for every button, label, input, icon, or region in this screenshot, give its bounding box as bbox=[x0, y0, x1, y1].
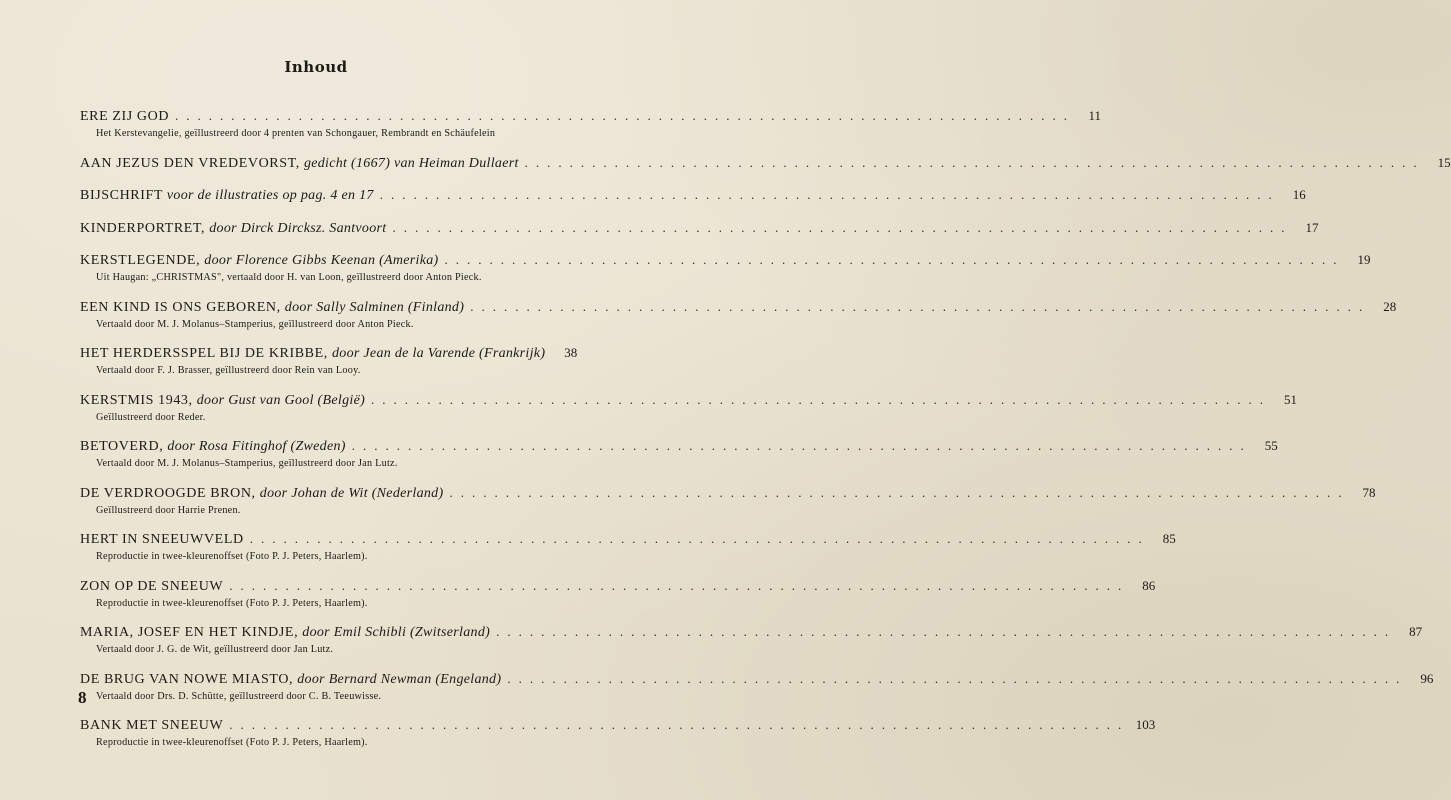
page-number-folio: 8 bbox=[78, 688, 87, 707]
toc-entry-title bbox=[80, 393, 365, 409]
dot-leader: ................................................................................ bbox=[175, 108, 1076, 123]
toc-entry-author: door Dirck Dircksz. Santvoort bbox=[209, 220, 387, 236]
toc-entry-title bbox=[80, 486, 443, 502]
toc-entry-title bbox=[80, 579, 223, 595]
toc-entry-line bbox=[80, 219, 1319, 237]
toc-entry-subtitle: Reproductie in twee-kleurenoffset (Foto P. J. Peters, Haarlem). bbox=[96, 597, 368, 609]
toc-entry-line bbox=[80, 391, 1298, 409]
toc-entry-subtitle: Vertaald door J. G. de Wit, geïllustreerd door Jan Lutz. bbox=[96, 644, 334, 655]
dot-leader: ................................................................................ bbox=[470, 298, 1371, 314]
toc-entry-page: 16 bbox=[1292, 187, 1306, 202]
toc-entry-title-main: BIJSCHRIFT bbox=[80, 188, 163, 203]
toc-entry-author: door Rosa Fitinghof (Zweden) bbox=[167, 439, 346, 454]
toc-entry-line bbox=[80, 717, 1156, 734]
toc-entry-line bbox=[80, 484, 1376, 502]
toc-entry bbox=[80, 577, 1156, 609]
toc-entry-title-main: ZON OP DE SNEEUW bbox=[80, 578, 224, 594]
toc-entry-title-main: ERE ZIJ GOD bbox=[80, 109, 170, 124]
toc-entry bbox=[80, 438, 1278, 469]
toc-entry-title bbox=[80, 439, 346, 455]
toc-entry-page: 86 bbox=[1142, 577, 1156, 593]
toc-entry-author: door Florence Gibbs Keenan (Amerika) bbox=[204, 253, 439, 268]
toc-entry bbox=[80, 154, 1451, 172]
toc-entry-author: door Johan de Wit (Nederland) bbox=[259, 485, 444, 501]
toc-entry-page: 28 bbox=[1383, 298, 1397, 314]
toc-entry-title-main: AAN JEZUS DEN VREDEVORST, bbox=[80, 155, 300, 171]
toc-entry-line bbox=[80, 345, 578, 362]
toc-entry-line bbox=[80, 154, 1451, 172]
toc-entry-title bbox=[80, 532, 244, 548]
toc-entry-page: 19 bbox=[1357, 252, 1371, 267]
toc-entry bbox=[80, 298, 1397, 330]
toc-entry-title-main: DE BRUG VAN NOWE MIASTO, bbox=[80, 671, 294, 687]
toc-entry bbox=[80, 252, 1371, 283]
toc-entry-subtitle: Uit Haugan: „CHRISTMAS", vertaald door H. van Loon, geïllustreerd door Anton Pieck. bbox=[96, 272, 482, 283]
toc-entry-title bbox=[80, 188, 374, 204]
toc-entry-page: 15 bbox=[1437, 154, 1451, 170]
toc-entry-line bbox=[80, 187, 1306, 204]
toc-entry-subtitle: Vertaald door Drs. D. Schütte, geïllustreerd door C. B. Teeuwisse. bbox=[96, 690, 382, 702]
dot-leader: ................................................................................ bbox=[524, 154, 1425, 170]
toc-entry bbox=[80, 717, 1156, 748]
toc-entry-subtitle: Vertaald door M. J. Molanus–Stamperius, geïllustreerd door Jan Lutz. bbox=[96, 458, 398, 469]
toc-entry-subtitle: Geïllustreerd door Reder. bbox=[96, 411, 206, 423]
toc-entry-page: 87 bbox=[1409, 624, 1423, 639]
toc-entry-line bbox=[80, 531, 1176, 548]
dot-leader: ................................................................................ bbox=[496, 624, 1397, 639]
toc-entry-page: 96 bbox=[1420, 670, 1434, 686]
dot-leader: ................................................................................ bbox=[449, 484, 1350, 500]
toc-entry bbox=[80, 187, 1306, 204]
page-title: Inhoud bbox=[284, 58, 348, 76]
toc-entry-line bbox=[80, 298, 1397, 316]
toc-entry-page: 103 bbox=[1135, 717, 1156, 732]
toc-entry-line bbox=[80, 624, 1423, 641]
dot-leader: ................................................................................ bbox=[507, 670, 1408, 686]
toc-entry-author: door Emil Schibli (Zwitserland) bbox=[302, 625, 491, 640]
toc-entry-title bbox=[80, 672, 501, 688]
toc-entry-author: door Jean de la Varende (Frankrijk) bbox=[331, 346, 546, 361]
toc-entry-title-main: EEN KIND IS ONS GEBOREN, bbox=[80, 299, 281, 315]
dot-leader: ................................................................................ bbox=[249, 531, 1150, 546]
toc-entry-subtitle: Geïllustreerd door Harrie Prenen. bbox=[96, 504, 241, 516]
toc-entry-title bbox=[80, 625, 490, 641]
toc-entry-line bbox=[80, 670, 1434, 688]
toc-entry-title-main: BANK MET SNEEUW bbox=[80, 718, 224, 733]
toc-entry-page: 85 bbox=[1162, 531, 1176, 546]
toc-entry-line bbox=[80, 108, 1102, 125]
dot-leader: ................................................................................ bbox=[229, 717, 1130, 732]
toc-entry bbox=[80, 484, 1376, 516]
toc-entry bbox=[80, 391, 1298, 423]
toc-entry-title-main: KERSTLEGENDE, bbox=[80, 253, 201, 268]
toc-entry-author: door Bernard Newman (Engeland) bbox=[297, 671, 502, 687]
toc-entry-line bbox=[80, 438, 1278, 455]
toc-entry-subtitle: Reproductie in twee-kleurenoffset (Foto P. J. Peters, Haarlem). bbox=[96, 551, 368, 562]
toc-entry-subtitle: Vertaald door F. J. Brasser, geïllustreerd door Rein van Looy. bbox=[96, 365, 361, 376]
toc-entry bbox=[80, 624, 1423, 655]
toc-entry-title bbox=[80, 221, 386, 237]
toc-entry-title bbox=[80, 109, 169, 125]
toc-entry-subtitle: Het Kerstevangelie, geïllustreerd door 4 prenten van Schongauer, Rembrandt en Schäufelein bbox=[96, 128, 496, 139]
toc-entry-page: 55 bbox=[1264, 438, 1278, 453]
toc-entry-title bbox=[80, 346, 545, 362]
dot-leader: ................................................................................ bbox=[392, 219, 1293, 235]
toc-entry-line bbox=[80, 252, 1371, 269]
toc-entry bbox=[80, 670, 1434, 702]
dot-leader: ................................................................................ bbox=[379, 187, 1280, 202]
toc-entry bbox=[80, 108, 1102, 139]
dot-leader: ................................................................................ bbox=[371, 391, 1272, 407]
toc-entry-author: door Sally Salminen (Finland) bbox=[284, 299, 465, 315]
toc-entry bbox=[80, 531, 1176, 562]
toc-entry-page: 51 bbox=[1284, 391, 1298, 407]
toc-entry-page: 17 bbox=[1305, 219, 1319, 235]
toc-entry-title-main: KERSTMIS 1943, bbox=[80, 392, 193, 408]
toc-entry-subtitle: Vertaald door M. J. Molanus–Stamperius, geïllustreerd door Anton Pieck. bbox=[96, 318, 414, 330]
toc-entry-title bbox=[80, 253, 439, 269]
toc-entry-author: gedicht (1667) van Heiman Dullaert bbox=[303, 155, 519, 171]
toc-entry-page: 38 bbox=[564, 345, 578, 360]
toc-entry-author: voor de illustraties op pag. 4 en 17 bbox=[166, 188, 374, 203]
toc-entry bbox=[80, 345, 578, 376]
toc-entry-title-main: MARIA, JOSEF EN HET KINDJE, bbox=[80, 625, 299, 640]
toc-entry-title-main: HERT IN SNEEUWVELD bbox=[80, 532, 244, 547]
toc-entry bbox=[80, 219, 1319, 237]
toc-entry-subtitle: Reproductie in twee-kleurenoffset (Foto P. J. Peters, Haarlem). bbox=[96, 737, 368, 748]
toc-entry-title-main: BETOVERD, bbox=[80, 439, 164, 454]
toc-entry-page: 11 bbox=[1088, 108, 1102, 123]
table-of-contents bbox=[80, 108, 1451, 764]
toc-entry-page: 78 bbox=[1362, 484, 1376, 500]
toc-entry-title-main: DE VERDROOGDE BRON, bbox=[80, 485, 256, 501]
dot-leader: ................................................................................ bbox=[444, 252, 1345, 267]
toc-entry-title-main: HET HERDERSSPEL BIJ DE KRIBBE, bbox=[80, 346, 328, 361]
dot-leader: ................................................................................ bbox=[229, 577, 1130, 593]
dot-leader: ................................................................................ bbox=[351, 438, 1252, 453]
toc-entry-title bbox=[80, 300, 464, 316]
toc-entry-line bbox=[80, 577, 1156, 595]
toc-entry-title bbox=[80, 156, 519, 172]
toc-entry-author: door Gust van Gool (België) bbox=[196, 392, 366, 408]
toc-entry-title bbox=[80, 718, 223, 734]
toc-entry-title-main: KINDERPORTRET, bbox=[80, 220, 206, 236]
